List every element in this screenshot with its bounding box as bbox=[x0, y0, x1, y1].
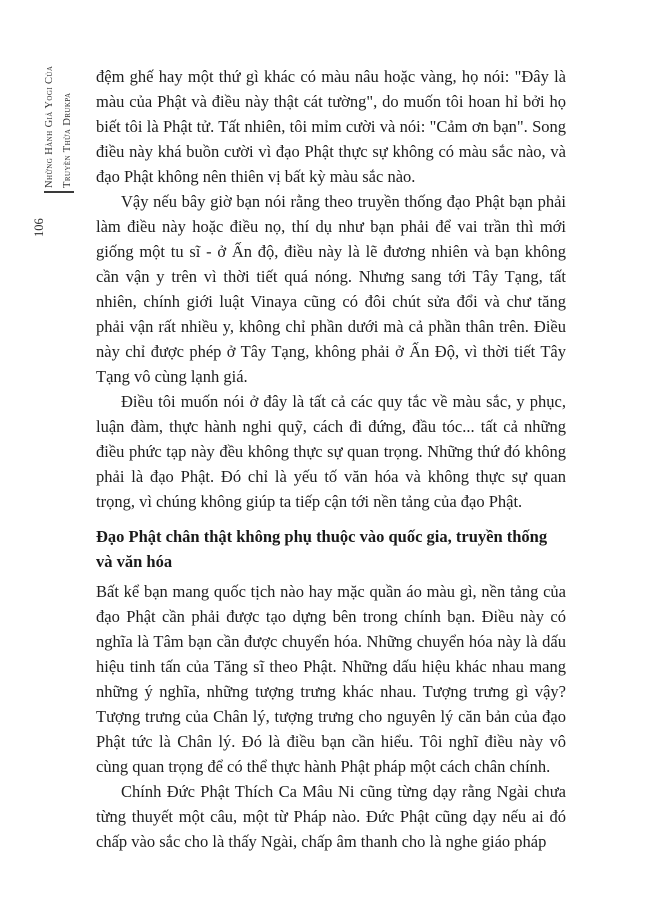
paragraph-continuation: đệm ghế hay một thứ gì khác có màu nâu hoặc vàng, họ nói: "Đây là màu của Phật và điều này thật cát tường", do muốn tôi hoan hỉ bởi họ biết tôi là Phật tử. Tất nhiên, tôi mỉm cười và nói: "Cảm ơn bạn". Song điều này khá buồn cười vì đạo Phật thực sự không có màu sắc nào, và đạo Phật không nên thiên vị bất kỳ màu sắc nào. bbox=[96, 67, 566, 186]
running-title-line1: Những Hành Giả Yogi Của bbox=[44, 65, 55, 188]
running-title-line2: Truyền Thừa Drukpa bbox=[62, 92, 73, 188]
sidebar-divider-rule bbox=[44, 191, 74, 193]
page-number-value: 106 bbox=[32, 218, 46, 237]
paragraph: Vậy nếu bây giờ bạn nói rằng theo truyền thống đạo Phật bạn phải làm điều này hoặc điều nọ, thí dụ như bạn phải để vai trần thì mới giống một tu sĩ - ở Ấn độ, điều này là lẽ đương nhiên và bạn không cần vận y trên vì thời tiết quá nóng. Nhưng sang tới Tây Tạng, tất nhiên, chính giới luật Vinaya cũng có đôi chút sửa đổi và chư tăng phải vận rất nhiều y, không chỉ phần dưới mà cả phần thân trên. Điều này chỉ được phép ở Tây Tạng, không phải ở Ấn Độ, vì thời tiết Tây Tạng vô cùng lạnh giá. bbox=[96, 192, 566, 386]
page-number bbox=[31, 207, 47, 237]
page-body bbox=[96, 64, 566, 854]
paragraph: Điều tôi muốn nói ở đây là tất cả các quy tắc về màu sắc, y phục, luận đàm, thực hành nghi quỹ, cách đi đứng, đầu tóc... tất cả những điều phức tạp này đều không thực sự quan trọng. Những thứ đó không phải là đạo Phật. Đó chỉ là yếu tố văn hóa và không thực sự quan trọng, vì chúng không giúp ta tiếp cận tới nền tảng của đạo Phật. bbox=[96, 392, 566, 511]
running-title-rotated-block bbox=[42, 36, 76, 188]
section-heading: Đạo Phật chân thật không phụ thuộc vào quốc gia, truyền thống và văn hóa bbox=[96, 527, 548, 571]
running-title bbox=[42, 36, 76, 188]
paragraph: Bất kể bạn mang quốc tịch nào hay mặc quần áo màu gì, nền tảng của đạo Phật cần phải được tạo dựng bên trong chính bạn. Điều này có nghĩa là Tâm bạn cần được chuyển hóa. Những chuyển hóa này là dấu hiệu tinh tấn của Tăng sĩ theo Phật. Những dấu hiệu khác nhau mang những ý nghĩa, những tượng trưng khác nhau. Tượng trưng gì vậy? Tượng trưng của Chân lý, tượng trưng cho nguyên lý căn bản của đạo Phật tức là Chân lý. Đó là điều bạn cần hiểu. Tôi nghĩ điều này vô cùng quan trọng để có thể thực hành Phật pháp một cách chân chính. bbox=[96, 582, 566, 776]
paragraph: Chính Đức Phật Thích Ca Mâu Ni cũng từng dạy rằng Ngài chưa từng thuyết một câu, một từ Pháp nào. Đức Phật cũng dạy nếu ai đó chấp vào sắc cho là thấy Ngài, chấp âm thanh cho là nghe giáo pháp bbox=[96, 782, 566, 851]
